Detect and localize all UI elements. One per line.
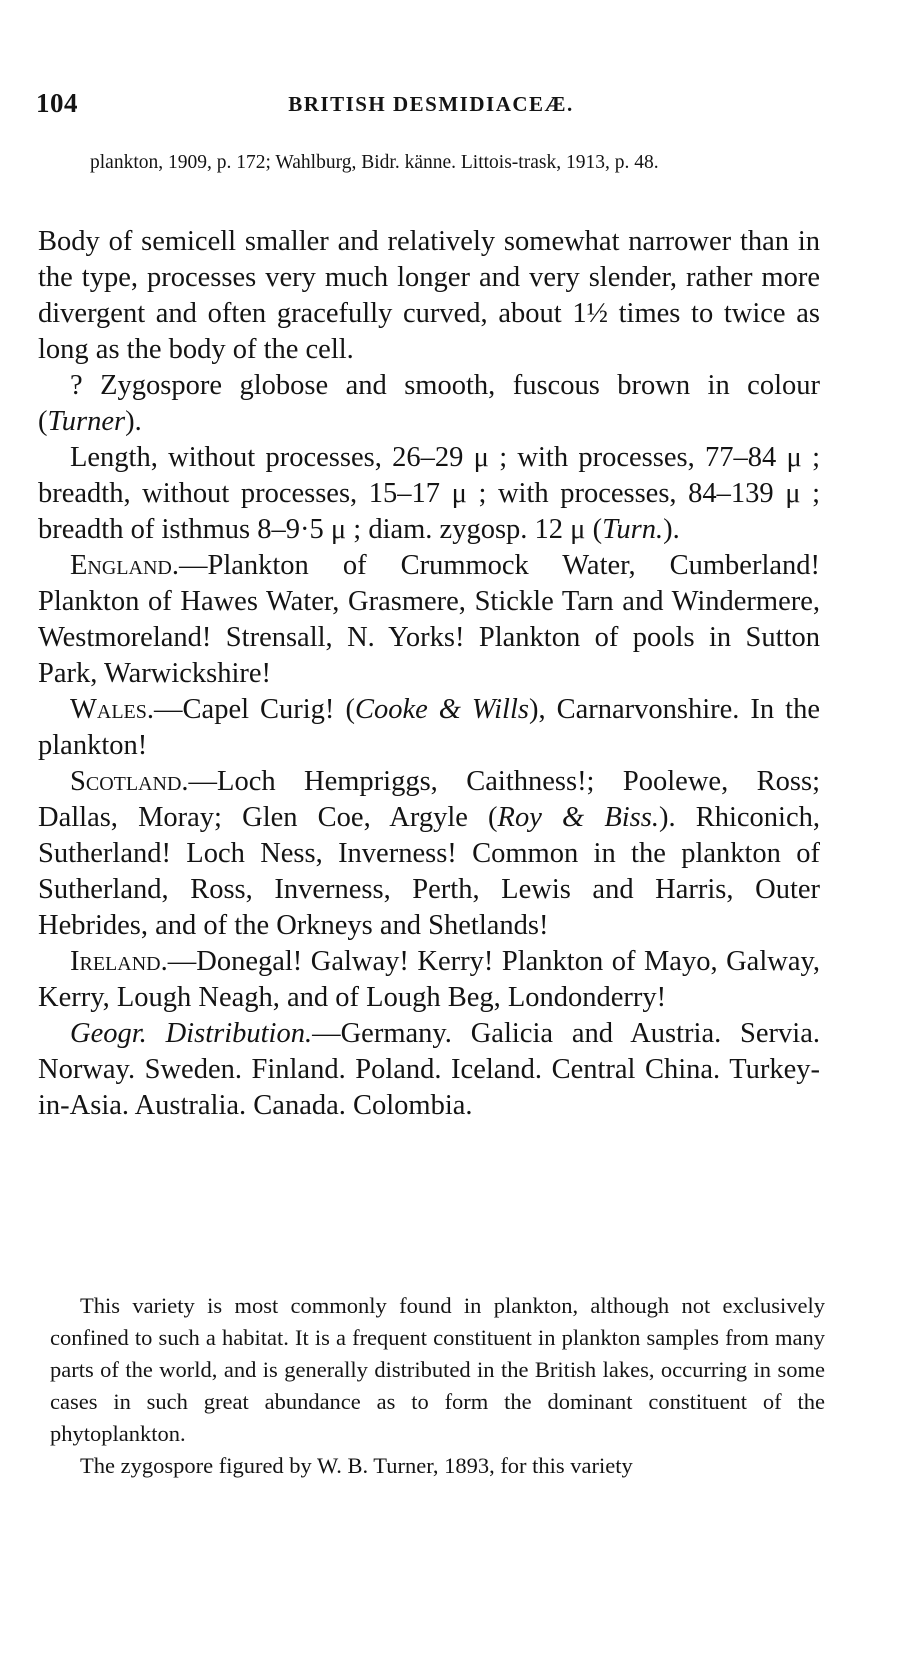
body-description: Body of semicell smaller and relatively somewhat narrower than in the type, processes very much longer and very slender, rather more divergent and often gracefully curved, about 1½ times to twice as long as the body of the cell. xyxy=(38,226,820,365)
running-title: BRITISH DESMIDIACEÆ. xyxy=(288,92,574,116)
author-citation: Turn. xyxy=(602,514,664,545)
geographic-distribution: Geogr. Distribution.—Germany. Galicia and Austria. Servia. Norway. Sweden. Finland. Poland. Iceland. Central China. Turkey-in-Asia. Australia. Canada. Colombia. xyxy=(38,1018,820,1121)
locality-scotland: Scotland.—Loch Hempriggs, Caithness!; Poolewe, Ross; Dallas, Moray; Glen Coe, Argyle (Roy & Biss.). Rhiconich, Sutherland! Loch Ness, Inverness! Common in the plankton of Sutherland, Ross, Inverness, Perth, Lewis and Harris, Outer Hebrides, and of the Orkneys and Shetlands! xyxy=(38,766,820,941)
locality-wales: Wales.—Capel Curig! (Cooke & Wills), Carnarvonshire. In the plankton! xyxy=(38,694,820,761)
page-number: 104 xyxy=(36,88,78,118)
species-description xyxy=(38,224,820,1124)
distribution-label: Geogr. Distribution. xyxy=(70,1018,313,1049)
commentary-paragraph: This variety is most commonly found in plankton, although not exclusively confined to such a habitat. It is a frequent constituent in plankton samples from many parts of the world, and is generally distributed in the British lakes, occurring in some cases in such great abundance as to form the dominant constituent of the phytoplankton. xyxy=(50,1293,825,1446)
bibliographic-reference: plankton, 1909, p. 172; Wahlburg, Bidr. känne. Littois-trask, 1913, p. 48. xyxy=(90,152,659,173)
region-label: Wales. xyxy=(70,694,155,725)
author-citation: Turner xyxy=(47,406,126,437)
commentary xyxy=(50,1290,825,1482)
commentary-paragraph: The zygospore figured by W. B. Turner, 1893, for this variety xyxy=(80,1453,633,1478)
page-header xyxy=(36,88,826,128)
region-label: England. xyxy=(70,550,179,581)
zygospore-description: ? Zygospore globose and smooth, fuscous brown in colour (Turner). xyxy=(38,370,820,437)
author-citation: Roy & Biss. xyxy=(497,802,659,833)
dimensions: Length, without processes, 26–29 μ ; with processes, 77–84 μ ; breadth, without processes, 15–17 μ ; with processes, 84–139 μ ; breadth of isthmus 8–9·5 μ ; diam. zygosp. 12 μ (Turn.). xyxy=(38,442,820,545)
locality-ireland: Ireland.—Donegal! Galway! Kerry! Plankton of Mayo, Galway, Kerry, Lough Neagh, and of Lough Beg, Londonderry! xyxy=(38,946,820,1013)
region-label: Ireland. xyxy=(70,946,168,977)
region-label: Scotland. xyxy=(70,766,189,797)
author-citation: Cooke & Wills xyxy=(354,694,529,725)
locality-england: England.—Plankton of Crummock Water, Cumberland! Plankton of Hawes Water, Grasmere, Stickle Tarn and Windermere, Westmoreland! Strensall, N. Yorks! Plankton of pools in Sutton Park, Warwickshire! xyxy=(38,550,820,689)
